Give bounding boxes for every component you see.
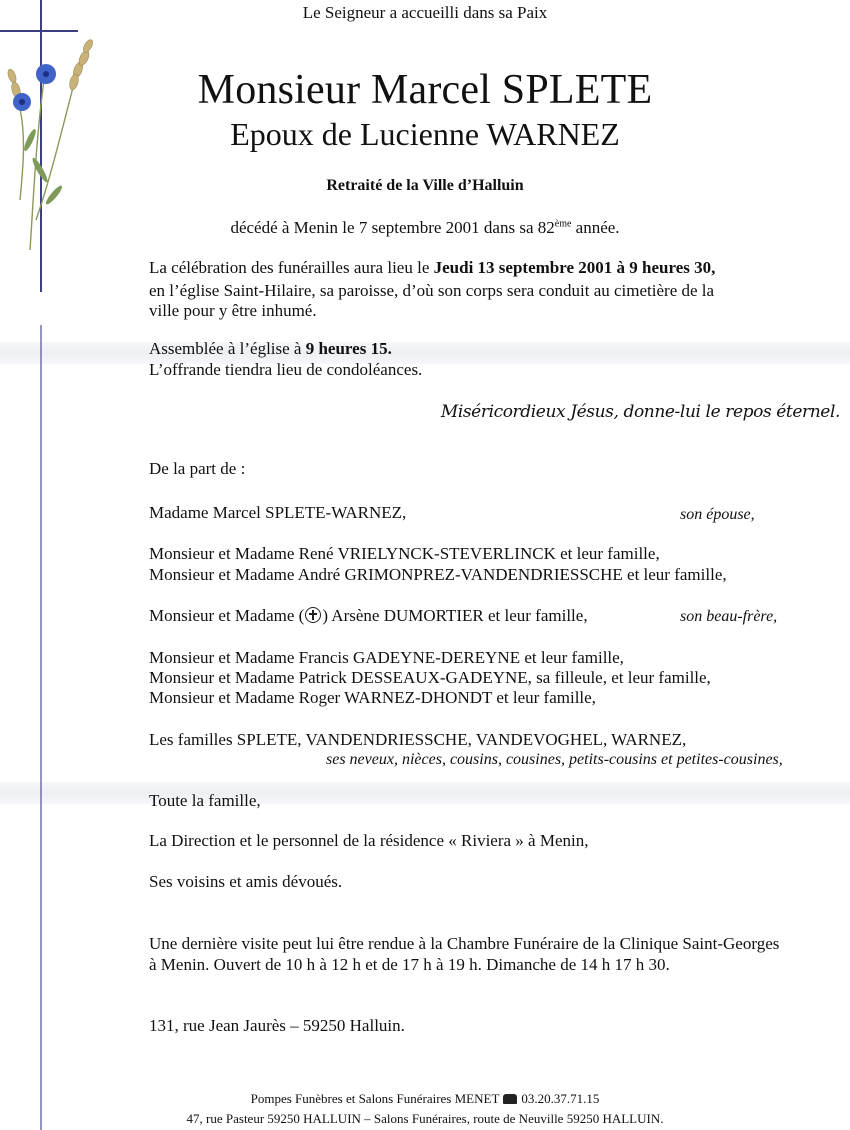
families-role: ses neveux, nièces, cousins, cousines, petits-cousins et petites-cousines, (326, 751, 783, 768)
visit-line-1: Une dernière visite peut lui être rendue à la Chambre Funéraire de la Clinique Saint-Georges (149, 934, 780, 953)
all-family-line: Toute la famille, (149, 791, 261, 810)
funeral-home-phone: 03.20.37.71.15 (521, 1091, 600, 1106)
footer-line-2: 47, rue Pasteur 59250 HALLUIN – Salons Funéraires, route de Neuville 59250 HALLUIN. (186, 1111, 664, 1126)
death-text: décédé à Menin le 7 septembre 2001 dans sa 82 (230, 218, 555, 237)
funeral-line-3: ville pour y être inhumé. (149, 301, 317, 320)
family-line: Monsieur et Madame René VRIELYNCK-STEVERLINCK et leur famille, (149, 544, 660, 563)
family-line: Monsieur et Madame André GRIMONPREZ-VANDENDRIESSCHE et leur famille, (149, 565, 727, 584)
brother-in-law-role: son beau-frère, (680, 608, 778, 625)
deceased-cross-icon (305, 607, 321, 623)
assembly-line-2: L’offrande tiendra lieu de condoléances. (149, 360, 423, 379)
residence-line: La Direction et le personnel de la résidence « Riviera » à Menin, (149, 831, 589, 850)
visit-line-2: à Menin. Ouvert de 10 h à 12 h et de 17 h à 19 h. Dimanche de 14 h 17 h 30. (149, 955, 670, 974)
funeral-date: Jeudi 13 septembre 2001 à 9 heures 30, (433, 258, 716, 277)
intro-line: Le Seigneur a accueilli dans sa Paix (302, 3, 548, 22)
death-ordinal: ème (554, 218, 572, 230)
neighbours-line: Ses voisins et amis dévoués. (149, 872, 343, 891)
family-text: Monsieur et Madame ( (149, 606, 305, 625)
assembly-time: 9 heures 15. (305, 339, 392, 358)
family-line: Monsieur et Madame Francis GADEYNE-DEREYNE et leur famille, (149, 648, 624, 667)
family-line: Monsieur et Madame Patrick DESSEAUX-GADEYNE, sa filleule, et leur famille, (149, 668, 711, 687)
retired-line: Retraité de la Ville d’Halluin (326, 177, 524, 194)
deceased-name: Monsieur Marcel SPLETE (197, 67, 653, 113)
family-wife: Madame Marcel SPLETE-WARNEZ, (149, 503, 407, 522)
paper-fold (0, 782, 850, 804)
family-line-deceased-member (149, 606, 588, 626)
funeral-home-name: Pompes Funèbres et Salons Funéraires MENET (250, 1091, 500, 1106)
death-text-end: année. (571, 218, 620, 237)
footer-line-1 (0, 1091, 850, 1107)
families-line: Les familles SPLETE, VANDENDRIESSCHE, VANDEVOGHEL, WARNEZ, (149, 730, 687, 749)
wife-role: son épouse, (680, 506, 755, 523)
funeral-text: La célébration des funérailles aura lieu le (149, 258, 434, 277)
family-line: Monsieur et Madame Roger WARNEZ-DHONDT et leur famille, (149, 688, 596, 707)
assembly-line-1 (149, 339, 392, 359)
address-line: 131, rue Jean Jaurès – 59250 Halluin. (149, 1016, 405, 1035)
paper-fold (0, 342, 850, 364)
prayer-line: Miséricordieux Jésus, donne-lui le repos éternel. (440, 402, 840, 422)
from-label: De la part de : (149, 459, 246, 478)
funeral-line-1 (149, 258, 715, 278)
funeral-line-2: en l’église Saint-Hilaire, sa paroisse, d’où son corps sera conduit au cimetière de la (149, 281, 715, 300)
telephone-icon (503, 1094, 517, 1104)
family-text: ) Arsène DUMORTIER et leur famille, (322, 606, 588, 625)
death-line (0, 218, 850, 238)
margin-line (40, 325, 42, 1130)
spouse-line: Epoux de Lucienne WARNEZ (230, 116, 620, 152)
assembly-text: Assemblée à l’église à (149, 339, 306, 358)
